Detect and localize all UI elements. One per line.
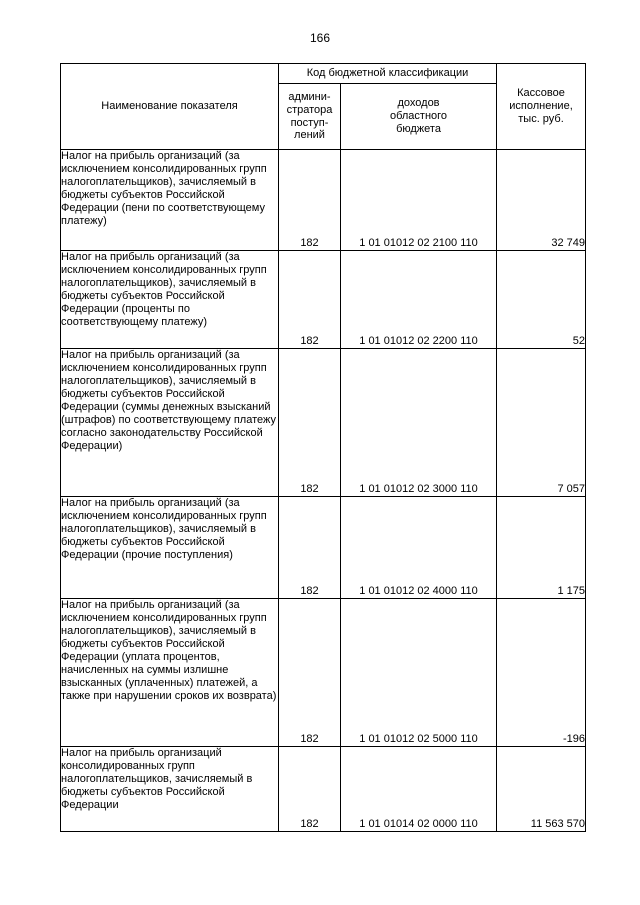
table-row (61, 497, 586, 599)
row-amount: 32 749 (497, 150, 586, 251)
row-amount: 1 175 (497, 497, 586, 599)
header-code-group: Код бюджетной классификации (279, 64, 497, 84)
row-name: Налог на прибыль организаций (за исключением консолидированных групп налогоплательщиков), зачисляемый в бюджеты субъектов Российской Федерации (проценты по соответствующему платежу) (61, 251, 279, 349)
row-name: Налог на прибыль организаций (за исключением консолидированных групп налогоплательщиков), зачисляемый в бюджеты субъектов Российской Федерации (уплата процентов, начисленных на суммы излишне взысканных (уплаченных) платежей, а также при нарушении сроков их возврата) (61, 599, 279, 747)
table-row (61, 150, 586, 251)
page-number: 166 (309, 31, 331, 45)
row-budget-code: 1 01 01012 02 5000 110 (341, 599, 497, 747)
row-budget-code: 1 01 01012 02 2100 110 (341, 150, 497, 251)
header-admin: админи- стратора поступ- лений (279, 84, 341, 150)
row-admin-code: 182 (279, 349, 341, 497)
row-name: Налог на прибыль организаций (за исключением консолидированных групп налогоплательщиков), зачисляемый в бюджеты субъектов Российской Федерации (пени по соответствующему платежу) (61, 150, 279, 251)
table-row (61, 349, 586, 497)
row-budget-code: 1 01 01014 02 0000 110 (341, 747, 497, 832)
table-row (61, 251, 586, 349)
row-budget-code: 1 01 01012 02 4000 110 (341, 497, 497, 599)
table-header (61, 64, 586, 150)
header-amount: Кассовое исполнение, тыс. руб. (497, 64, 586, 150)
row-admin-code: 182 (279, 251, 341, 349)
budget-table (60, 63, 586, 832)
row-name: Налог на прибыль организаций консолидированных групп налогоплательщиков, зачисляемый в бюджеты субъектов Российской Федерации (61, 747, 279, 832)
row-admin-code: 182 (279, 497, 341, 599)
table-row (61, 599, 586, 747)
header-name: Наименование показателя (61, 64, 279, 150)
table-row (61, 747, 586, 832)
row-amount: 7 057 (497, 349, 586, 497)
row-budget-code: 1 01 01012 02 2200 110 (341, 251, 497, 349)
row-amount: -196 (497, 599, 586, 747)
row-name: Налог на прибыль организаций (за исключением консолидированных групп налогоплательщиков), зачисляемый в бюджеты субъектов Российской Федерации (суммы денежных взысканий (штрафов) по соответствующему платежу согласно законодательству Российской Федерации) (61, 349, 279, 497)
row-budget-code: 1 01 01012 02 3000 110 (341, 349, 497, 497)
row-name: Налог на прибыль организаций (за исключением консолидированных групп налогоплательщиков), зачисляемый в бюджеты субъектов Российской Федерации (прочие поступления) (61, 497, 279, 599)
row-admin-code: 182 (279, 599, 341, 747)
row-admin-code: 182 (279, 150, 341, 251)
row-amount: 52 (497, 251, 586, 349)
header-income: доходов областного бюджета (341, 84, 497, 150)
row-amount: 11 563 570 (497, 747, 586, 832)
row-admin-code: 182 (279, 747, 341, 832)
